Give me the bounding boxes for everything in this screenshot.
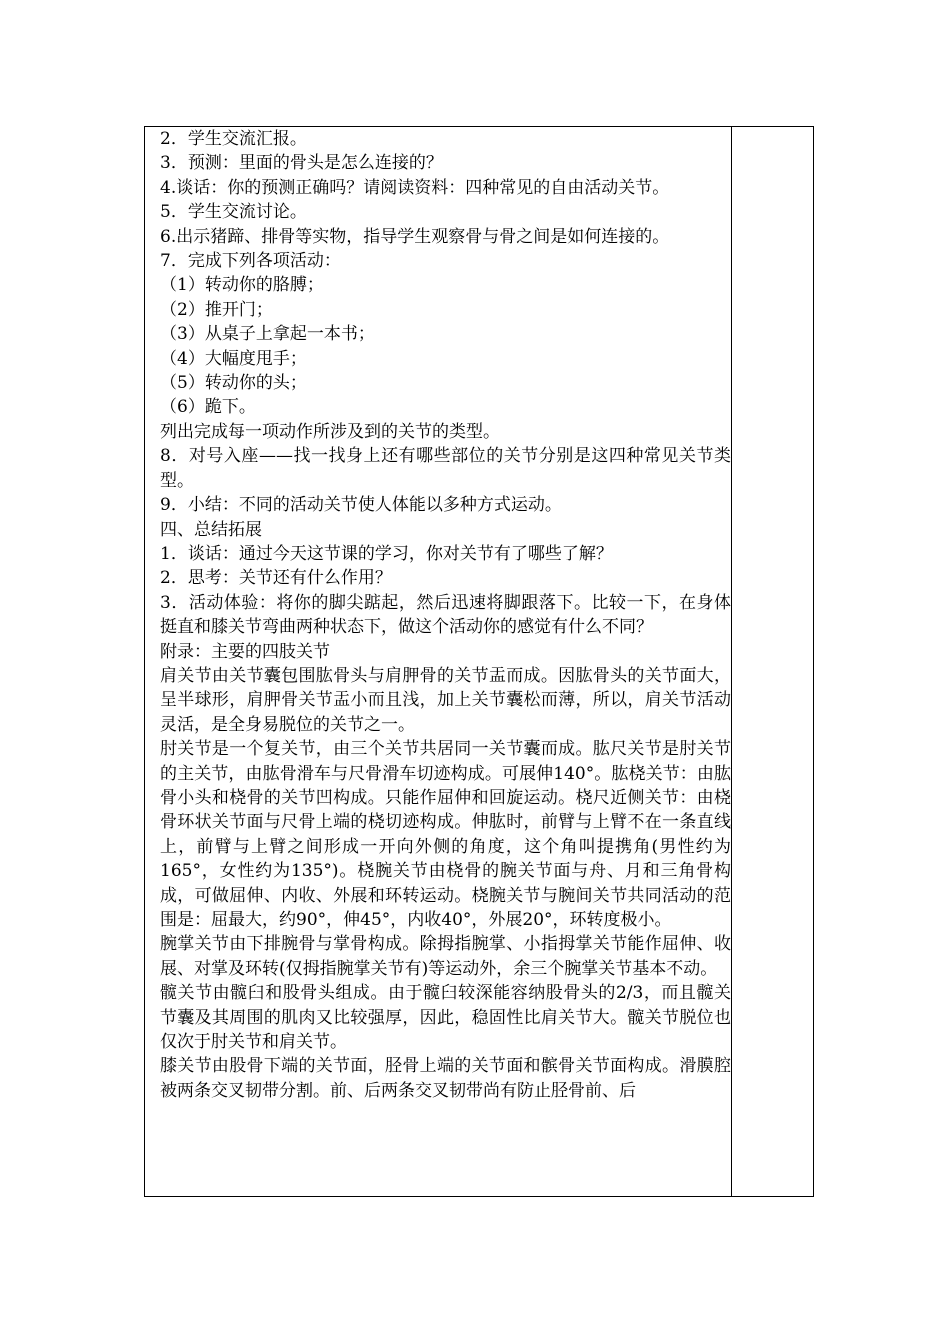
text-line: 2．思考：关节还有什么作用？ (160, 568, 392, 589)
text-line: 9．小结：不同的活动关节使人体能以多种方式运动。 (160, 495, 562, 516)
text-paragraph: 腕掌关节由下排腕骨与掌骨构成。除拇指腕掌、小指拇掌关节能作屈伸、收展、对掌及环转(仅拇指腕掌关节有)等运动外，余三个腕掌关节基本不动。 (160, 934, 731, 979)
text-line: 1．谈话：通过今天这节课的学习，你对关节有了哪些了解？ (160, 543, 613, 564)
text-line: （3）从桌子上拿起一本书； (160, 324, 375, 345)
appendix-heading: 附录：主要的四肢关节 (160, 641, 330, 662)
text-line: 3．预测：里面的骨头是怎么连接的？ (160, 153, 443, 174)
text-paragraph: 肩关节由关节囊包围肱骨头与肩胛骨的关节盂而成。因肱骨头的关节面大，呈半球形，肩胛骨关节盂小而且浅，加上关节囊松而薄，所以，肩关节活动灵活，是全身易脱位的关节之一。 (160, 665, 731, 735)
text-line: 列出完成每一项动作所涉及到的关节的类型。 (160, 421, 500, 442)
text-line: 7．完成下列各项活动： (160, 251, 341, 272)
text-line: （2）推开门； (160, 299, 273, 320)
text-paragraph: 3．活动体验：将你的脚尖踮起，然后迅速将脚跟落下。比较一下，在身体挺直和膝关节弯曲两种状态下，做这个活动你的感觉有什么不同？ (160, 592, 731, 638)
text-line: （5）转动你的头； (160, 373, 307, 394)
text-paragraph: 膝关节由股骨下端的关节面，胫骨上端的关节面和髌骨关节面构成。滑膜腔被两条交叉韧带分割。前、后两条交叉韧带尚有防止胫骨前、后 (160, 1056, 731, 1101)
text-line: （6）跪下。 (160, 397, 256, 418)
text-line: 4.谈话：你的预测正确吗？请阅读资料：四种常见的自由活动关节。 (160, 177, 670, 198)
text-line: （4）大幅度甩手； (160, 348, 307, 369)
text-line: 6.出示猪蹄、排骨等实物，指导学生观察骨与骨之间是如何连接的。 (160, 226, 670, 247)
lesson-content-cell (145, 127, 732, 1196)
lesson-content (145, 127, 731, 1103)
lesson-table (144, 126, 814, 1197)
text-line: （1）转动你的胳膊； (160, 275, 324, 296)
notes-cell (732, 127, 813, 1196)
text-paragraph: 髋关节由髋臼和股骨头组成。由于髋臼较深能容纳股骨头的2/3，而且髋关节囊及其周围的肌肉又比较强厚，因此，稳固性比肩关节大。髋关节脱位也仅次于肘关节和肩关节。 (160, 983, 731, 1053)
text-paragraph: 肘关节是一个复关节，由三个关节共居同一关节囊而成。肱尺关节是肘关节的主关节，由肱骨滑车与尺骨滑车切迹构成。可展伸140°。肱桡关节：由肱骨小头和桡骨的关节凹构成。只能作屈伸和回旋运动。桡尺近侧关节：由桡骨环状关节面与尺骨上端的桡切迹构成。伸肱时，前臂与上臂不在一条直线上，前臂与上臂之间形成一开向外侧的角度，这个角叫提携角(男性约为165°，女性约为135°)。桡腕关节由桡骨的腕关节面与舟、月和三角骨构成，可做屈伸、内收、外展和环转运动。桡腕关节与腕间关节共同活动的范围是：屈最大，约90°，伸45°，内收40°，外展20°，环转度极小。 (160, 739, 731, 930)
section-heading: 四、总结拓展 (160, 519, 262, 540)
text-line: 5．学生交流讨论。 (160, 202, 307, 223)
text-paragraph: 8．对号入座——找一找身上还有哪些部位的关节分别是这四种常见关节类型。 (160, 446, 731, 491)
text-line: 2．学生交流汇报。 (160, 129, 307, 149)
